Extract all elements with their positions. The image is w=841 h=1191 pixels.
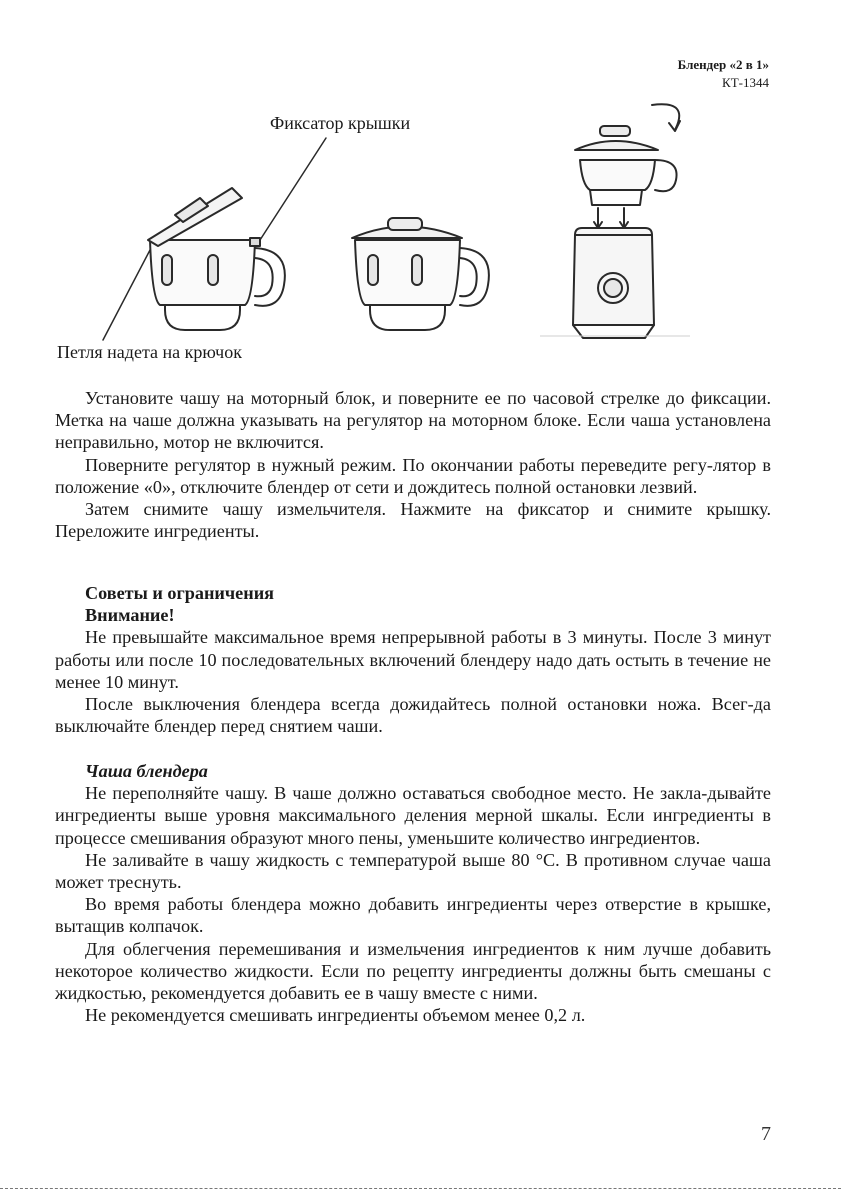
header-model: КТ-1344 xyxy=(722,75,769,90)
paragraph: Не заливайте в чашу жидкость с температурой выше 80 °С. В противном случае чаша может треснуть. xyxy=(55,849,771,893)
section-heading: Чаша блендера xyxy=(85,761,208,781)
label-loop-on-hook: Петля надета на крючок xyxy=(57,342,242,362)
paragraph: Для облегчения перемешивания и измельчения ингредиентов к ним лучше добавить некоторое количество жидкости. Если по рецепту ингредиенты должны быть смешаны с жидкостью, рекомендуется добавить ее в чашу вместе с ними. xyxy=(55,938,771,1004)
page-number: 7 xyxy=(761,1123,771,1145)
paragraph: Не переполняйте чашу. В чаше должно оставаться свободное место. Не закла-дывайте ингредиенты выше уровня максимального деления мерной шкалы. Если ингредиенты в процессе смешивания образуют много пены, уменьшите количество ингредиентов. xyxy=(55,783,771,848)
paragraph: Не рекомендуется смешивать ингредиенты объемом менее 0,2 л. xyxy=(85,1005,586,1026)
section-tips xyxy=(55,582,771,737)
paragraph: Установите чашу на моторный блок, и поверните ее по часовой стрелке до фиксации. Метка на чаше должна указывать на регулятор на моторном блоке. Если чаша установлена неправильно, мотор не включится. xyxy=(55,388,771,453)
bowl-on-motor-base-icon xyxy=(573,104,680,338)
section-blender-bowl xyxy=(55,760,771,1026)
section-subheading: Внимание! xyxy=(85,605,175,626)
paragraph: Во время работы блендера можно добавить ингредиенты через отверстие в крышке, вытащив колпачок. xyxy=(55,894,771,937)
paragraph: Не превышайте максимальное время непрерывной работы в 3 минуты. После 3 минут работы или после 10 последовательных включений блендеру надо дать остыть в течение не менее 10 минут. xyxy=(55,627,771,692)
section-heading: Советы и ограничения xyxy=(85,583,275,603)
bowl-open-lid-icon xyxy=(148,188,285,330)
paragraph: Затем снимите чашу измельчителя. Нажмите на фиксатор и снимите крышку. Переложите ингредиенты. xyxy=(55,499,771,542)
section-assembly xyxy=(55,387,771,542)
paragraph: После выключения блендера всегда дожидайтесь полной остановки ножа. Всег-да выключайте блендер перед снятием чаши. xyxy=(55,694,771,737)
page-bottom-rule xyxy=(0,1188,841,1189)
bowl-closed-lid-icon xyxy=(352,218,489,330)
paragraph: Поверните регулятор в нужный режим. По окончании работы переведите регу-лятор в положение «0», отключите блендер от сети и дождитесь полной остановки лезвий. xyxy=(55,454,771,497)
header-title: Блендер «2 в 1» xyxy=(677,57,769,72)
blender-illustration xyxy=(0,90,841,350)
label-lid-lock: Фиксатор крышки xyxy=(270,113,411,133)
